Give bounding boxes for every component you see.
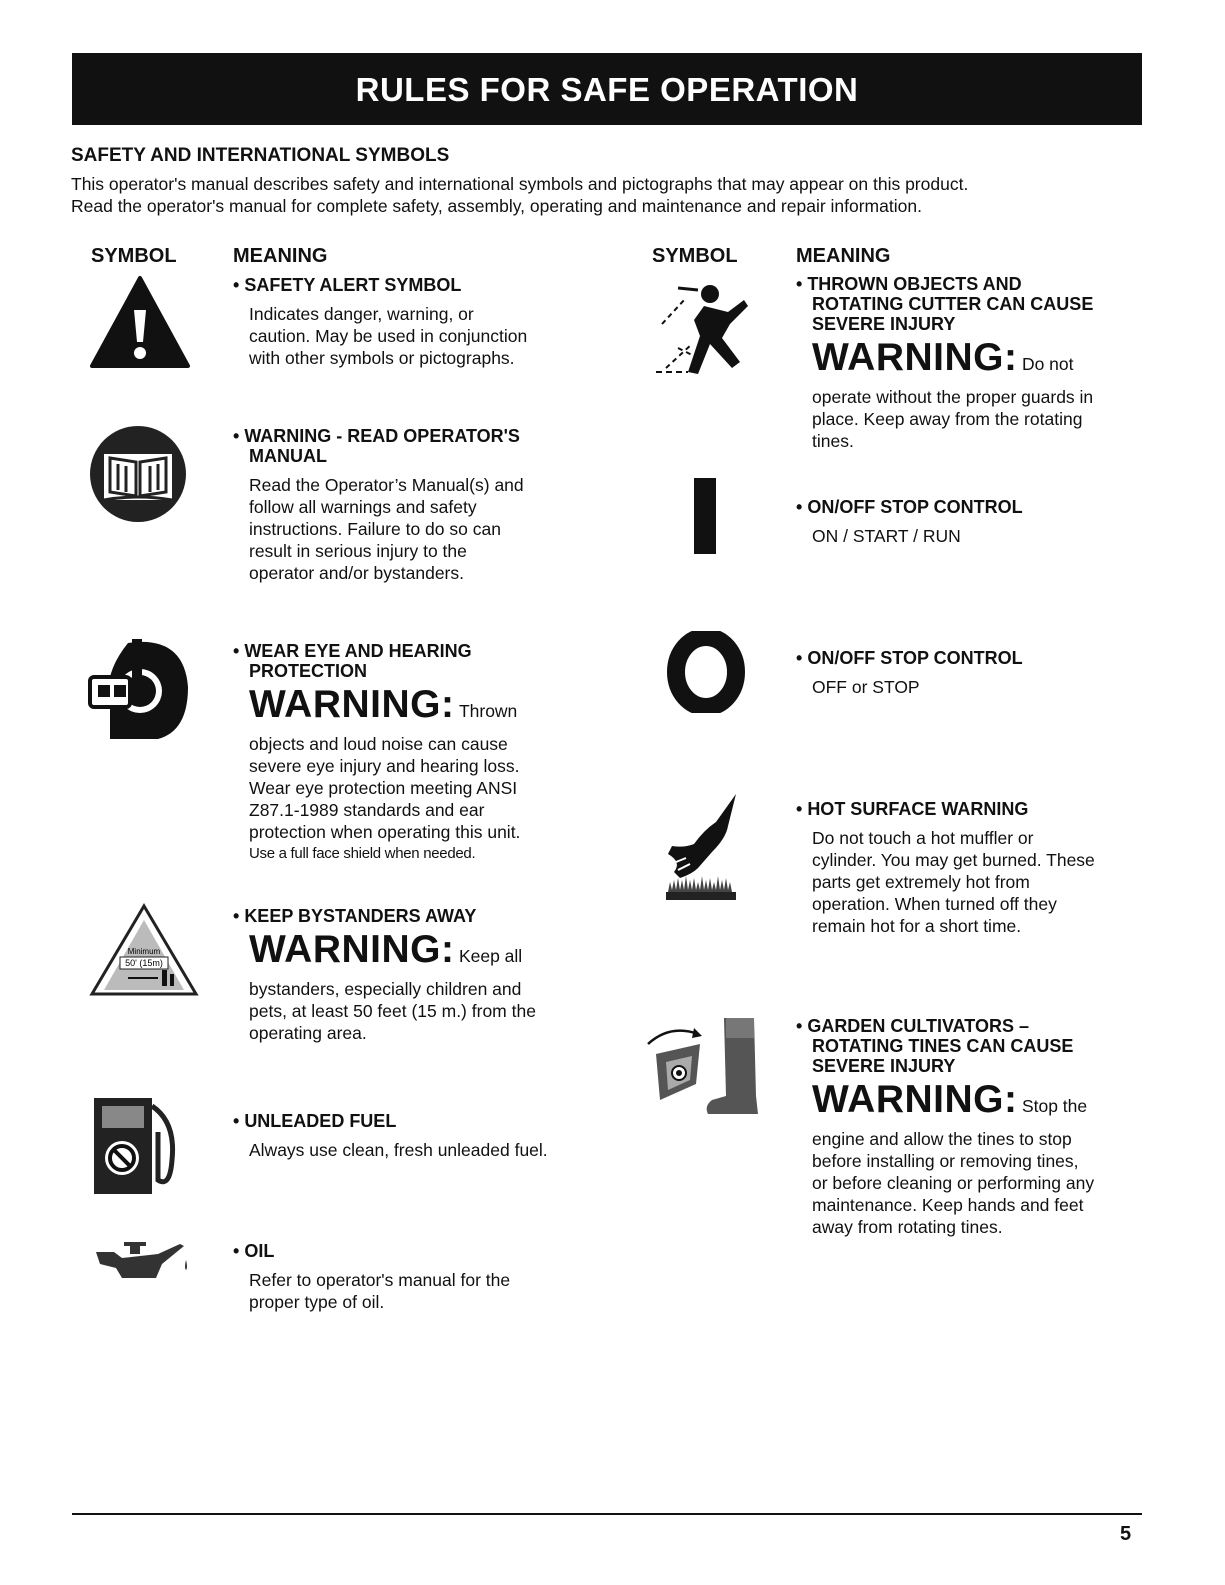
eye-hearing-protection-icon (88, 635, 190, 745)
item-title: • HOT SURFACE WARNING (796, 799, 1029, 819)
item-title-text: ON/OFF STOP CONTROL (807, 648, 1023, 668)
desc-line: operation. When turned off they (812, 894, 1057, 914)
desc-line: remain hot for a short time. (812, 916, 1022, 936)
warning-label: WARNING: (249, 928, 455, 971)
unleaded-fuel-icon (92, 1092, 178, 1198)
warning-text: Keep all (458, 946, 523, 966)
desc-line: with other symbols or pictographs. (249, 348, 515, 368)
desc-line: result in serious injury to the (249, 541, 467, 561)
oil-can-icon (92, 1238, 192, 1286)
warning-text: Thrown (458, 701, 518, 721)
off-control-item (796, 648, 1146, 698)
item-description (233, 303, 563, 369)
item-title: • ON/OFF STOP CONTROL (796, 497, 1023, 517)
desc-line: before installing or removing tines, (812, 1151, 1079, 1171)
item-description (796, 676, 1146, 698)
on-symbol-icon (694, 478, 716, 554)
intro-line: Read the operator's manual for complete safety, assembly, operating and maintenance and repair information. (71, 196, 922, 216)
item-description (796, 525, 1146, 547)
item-title-text: KEEP BYSTANDERS AWAY (244, 906, 477, 926)
item-title-text: PROTECTION (249, 661, 368, 681)
item-description (233, 978, 563, 1044)
item-title-text: HOT SURFACE WARNING (807, 799, 1029, 819)
item-title: • SAFETY ALERT SYMBOL (233, 275, 462, 295)
on-control-item (796, 497, 1146, 547)
item-description (233, 474, 563, 584)
oil-item (233, 1241, 563, 1313)
desc-line: Read the Operator’s Manual(s) and (249, 475, 524, 495)
hot-surface-item (796, 799, 1146, 937)
desc-line: Indicates danger, warning, or (249, 304, 474, 324)
warning-label: WARNING: (812, 1078, 1018, 1121)
section-title: SAFETY AND INTERNATIONAL SYMBOLS (71, 145, 450, 166)
desc-line: severe eye injury and hearing loss. (249, 756, 520, 776)
keep-bystanders-away-icon (88, 902, 200, 998)
item-title-text: SAFETY ALERT SYMBOL (244, 275, 462, 295)
desc-line: bystanders, especially children and (249, 979, 522, 999)
desc-line: ON / START / RUN (812, 526, 961, 546)
item-title-text: WEAR EYE AND HEARING (244, 641, 472, 661)
item-title: • THROWN OBJECTS AND ROTATING CUTTER CAN CAUSE SEVERE INJURY (796, 274, 1094, 334)
item-title-text: ON/OFF STOP CONTROL (807, 497, 1023, 517)
desc-line: away from rotating tines. (812, 1217, 1003, 1237)
item-title: • WARNING - READ OPERATOR'S MANUAL (233, 426, 520, 466)
item-title: • UNLEADED FUEL (233, 1111, 397, 1131)
desc-line: operate without the proper guards in (812, 387, 1094, 407)
warning-line (233, 685, 563, 733)
desc-line: Wear eye protection meeting ANSI (249, 778, 518, 798)
safety-alert-item (233, 275, 563, 369)
page-banner: RULES FOR SAFE OPERATION (72, 53, 1142, 125)
rotating-tines-icon (640, 1014, 762, 1116)
read-manual-icon (88, 424, 188, 524)
read-manual-item (233, 426, 563, 584)
item-title: • GARDEN CULTIVATORS – ROTATING TINES CAN CAUSE SEVERE INJURY (796, 1016, 1074, 1076)
desc-line: proper type of oil. (249, 1292, 385, 1312)
keep-bystanders-item (233, 906, 563, 1044)
page-number: 5 (1120, 1523, 1132, 1545)
item-title-text: WARNING - READ OPERATOR'S (244, 426, 520, 446)
hot-surface-icon (664, 790, 740, 904)
rotating-tines-item (796, 1016, 1146, 1238)
footer-divider (72, 1513, 1142, 1515)
left-symbol-header: SYMBOL (91, 245, 177, 267)
item-title-text: ROTATING TINES CAN CAUSE (812, 1036, 1074, 1056)
item-title: • ON/OFF STOP CONTROL (796, 648, 1023, 668)
desc-line: engine and allow the tines to stop (812, 1129, 1072, 1149)
desc-line: parts get extremely hot from (812, 872, 1030, 892)
item-title-text: UNLEADED FUEL (244, 1111, 397, 1131)
item-title: • OIL (233, 1241, 275, 1261)
eye-hearing-item (233, 641, 563, 865)
desc-line: follow all warnings and safety (249, 497, 477, 517)
desc-line: operator and/or bystanders. (249, 563, 464, 583)
desc-line: caution. May be used in conjunction (249, 326, 528, 346)
desc-line: or before cleaning or performing any (812, 1173, 1095, 1193)
item-description (233, 1269, 563, 1313)
thrown-objects-icon (648, 278, 756, 378)
item-description (233, 1139, 563, 1161)
item-title: • WEAR EYE AND HEARING PROTECTION (233, 641, 472, 681)
desc-line: instructions. Failure to do so can (249, 519, 501, 539)
desc-note: Use a full face shield when needed. (249, 845, 476, 862)
right-symbol-header: SYMBOL (652, 245, 738, 267)
bystanders-icon-text: 50' (15m) (125, 958, 163, 968)
item-title: • KEEP BYSTANDERS AWAY (233, 906, 477, 926)
desc-line: pets, at least 50 feet (15 m.) from the (249, 1001, 536, 1021)
desc-line: tines. (812, 431, 854, 451)
thrown-objects-item (796, 274, 1146, 452)
warning-line (233, 930, 563, 978)
off-symbol-icon (665, 631, 747, 713)
desc-line: Z87.1-1989 standards and ear (249, 800, 485, 820)
bystanders-icon-text: Minimum (127, 947, 161, 956)
warning-text: Do not (1021, 354, 1074, 374)
safety-alert-icon (88, 274, 192, 370)
desc-line: objects and loud noise can cause (249, 734, 508, 754)
desc-line: maintenance. Keep hands and feet (812, 1195, 1084, 1215)
item-description (796, 1128, 1146, 1238)
right-meaning-header: MEANING (796, 245, 891, 267)
item-title-text: GARDEN CULTIVATORS – (807, 1016, 1029, 1036)
left-meaning-header: MEANING (233, 245, 328, 267)
desc-line: protection when operating this unit. (249, 822, 521, 842)
item-title-text: OIL (244, 1241, 275, 1261)
item-description (233, 733, 563, 865)
item-title-text: MANUAL (249, 446, 327, 466)
desc-line: Do not touch a hot muffler or (812, 828, 1034, 848)
desc-line: operating area. (249, 1023, 367, 1043)
unleaded-fuel-item (233, 1111, 563, 1161)
desc-line: Always use clean, fresh unleaded fuel. (249, 1140, 548, 1160)
desc-line: cylinder. You may get burned. These (812, 850, 1095, 870)
item-title-text: SEVERE INJURY (812, 314, 956, 334)
item-description (796, 386, 1146, 452)
intro-text (71, 173, 1151, 217)
desc-line: Refer to operator's manual for the (249, 1270, 511, 1290)
warning-label: WARNING: (812, 336, 1018, 379)
warning-line (796, 338, 1146, 386)
intro-line: This operator's manual describes safety and international symbols and pictographs that may appear on this product. (71, 174, 969, 194)
item-description (796, 827, 1146, 937)
desc-line: place. Keep away from the rotating (812, 409, 1083, 429)
desc-line: OFF or STOP (812, 677, 920, 697)
item-title-text: THROWN OBJECTS AND (807, 274, 1022, 294)
item-title-text: ROTATING CUTTER CAN CAUSE (812, 294, 1094, 314)
warning-line (796, 1080, 1146, 1128)
item-title-text: SEVERE INJURY (812, 1056, 956, 1076)
warning-text: Stop the (1021, 1096, 1088, 1116)
warning-label: WARNING: (249, 683, 455, 726)
